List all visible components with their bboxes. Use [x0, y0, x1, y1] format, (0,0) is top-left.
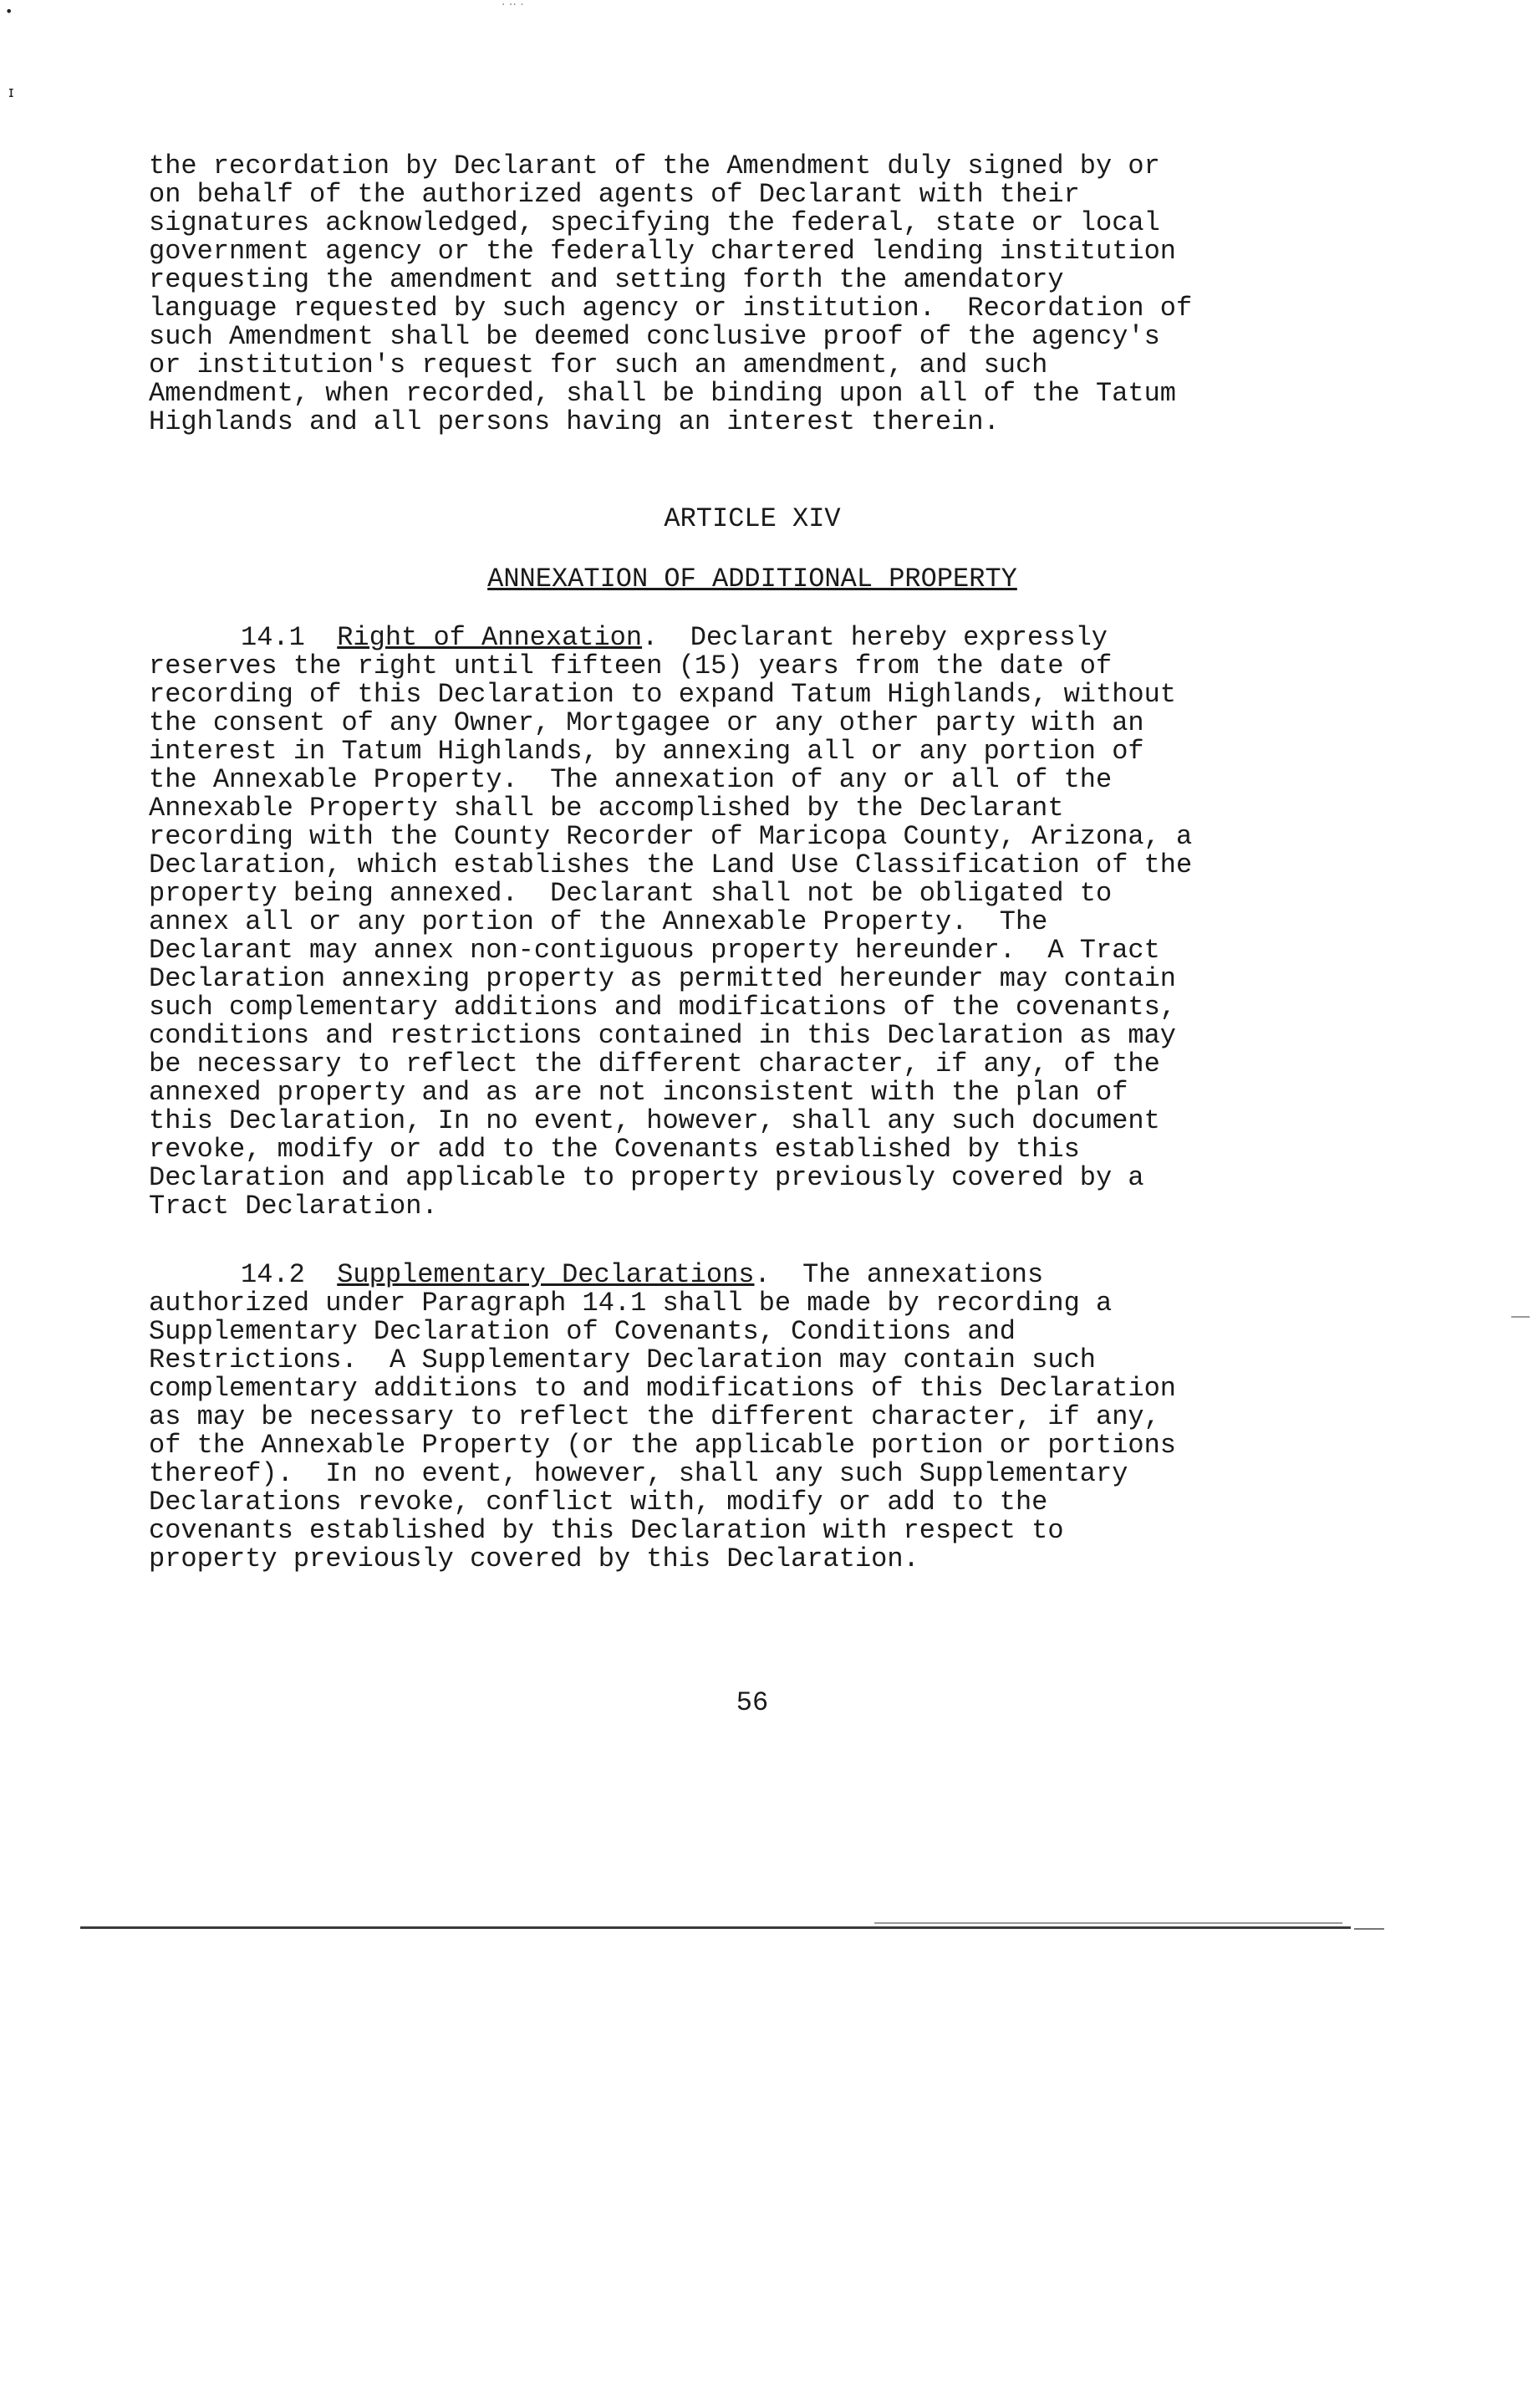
scan-dot-mark: •	[5, 3, 13, 19]
text-line: Annexable Property shall be accomplished by the Declarant	[149, 793, 1064, 824]
text-line: as may be necessary to reflect the different character, if any,	[149, 1401, 1160, 1432]
article-number: ARTICLE XIV	[664, 503, 841, 534]
text-line: property previously covered by this Declaration.	[149, 1543, 919, 1574]
section-first-line-rest: . The annexations	[754, 1259, 1044, 1290]
section-first-line	[149, 624, 1378, 652]
text-line: authorized under Paragraph 14.1 shall be made by recording a	[149, 1288, 1113, 1319]
text-line: property being annexed. Declarant shall not be obligated to	[149, 878, 1113, 909]
section-heading: Right of Annexation	[337, 622, 643, 653]
scan-speck-mark: · ·· ·	[502, 0, 524, 12]
text-line: language requested by such agency or institution. Recordation of	[149, 293, 1193, 324]
text-line: of the Annexable Property (or the applicable portion or portions	[149, 1430, 1176, 1461]
bottom-scan-line-faint	[874, 1922, 1342, 1924]
text-line: revoke, modify or add to the Covenants established by this	[149, 1134, 1080, 1165]
text-line: requesting the amendment and setting forth the amendatory	[149, 264, 1064, 295]
text-line: be necessary to reflect the different character, if any, of the	[149, 1048, 1160, 1079]
right-margin-dash	[1511, 1316, 1530, 1318]
text-line: covenants established by this Declaration with respect to	[149, 1515, 1064, 1546]
text-line: this Declaration, In no event, however, shall any such document	[149, 1105, 1160, 1136]
section-first-line-rest: . Declarant hereby expressly	[642, 622, 1108, 653]
text-line: such Amendment shall be deemed conclusive proof of the agency's	[149, 321, 1160, 352]
text-line: Restrictions. A Supplementary Declaration may contain such	[149, 1344, 1096, 1375]
text-line: Highlands and all persons having an interest therein.	[149, 406, 1000, 437]
bottom-scan-line	[80, 1926, 1351, 1929]
text-line: Declarations revoke, conflict with, modify or add to the	[149, 1487, 1048, 1518]
scan-tick-mark: ɪ	[8, 84, 14, 101]
text-line: Declaration, which establishes the Land Use Classification of the	[149, 849, 1193, 880]
text-line: annex all or any portion of the Annexable Property. The	[149, 906, 1048, 937]
text-line: Supplementary Declaration of Covenants, Conditions and	[149, 1316, 1016, 1347]
section-heading: Supplementary Declarations	[337, 1259, 755, 1290]
page-number: 56	[736, 1687, 769, 1718]
text-line: Amendment, when recorded, shall be binding upon all of the Tatum	[149, 378, 1176, 409]
text-line: or institution's request for such an amendment, and such	[149, 349, 1048, 380]
text-line: reserves the right until fifteen (15) years from the date of	[149, 650, 1113, 681]
text-line: interest in Tatum Highlands, by annexing all or any portion of	[149, 736, 1144, 767]
text-line: conditions and restrictions contained in this Declaration as may	[149, 1020, 1176, 1051]
section-number: 14.1	[241, 622, 305, 653]
section-14-2	[149, 1261, 1378, 1574]
article-title-text: ANNEXATION OF ADDITIONAL PROPERTY	[487, 564, 1017, 594]
text-line: government agency or the federally chartered lending institution	[149, 236, 1176, 267]
text-line: annexed property and as are not inconsistent with the plan of	[149, 1077, 1128, 1108]
text-line: on behalf of the authorized agents of Declarant with their	[149, 179, 1080, 210]
text-line: such complementary additions and modifications of the covenants,	[149, 992, 1176, 1023]
bottom-scan-tail	[1354, 1928, 1384, 1930]
text-line: the recordation by Declarant of the Amendment duly signed by or	[149, 150, 1160, 181]
text-line: Declaration and applicable to property previously covered by a	[149, 1162, 1144, 1193]
text-line: the Annexable Property. The annexation of any or all of the	[149, 764, 1113, 795]
text-line: signatures acknowledged, specifying the federal, state or local	[149, 207, 1160, 238]
text-line: Declaration annexing property as permitted hereunder may contain	[149, 963, 1176, 994]
section-first-line	[149, 1261, 1378, 1289]
article-title	[0, 565, 1505, 594]
section-14-1	[149, 624, 1378, 1221]
text-line: Declarant may annex non-contiguous property hereunder. A Tract	[149, 935, 1160, 966]
text-line: thereof). In no event, however, shall any such Supplementary	[149, 1458, 1128, 1489]
text-line: complementary additions to and modifications of this Declaration	[149, 1373, 1176, 1404]
text-line: the consent of any Owner, Mortgagee or any other party with an	[149, 707, 1144, 738]
section-number: 14.2	[241, 1259, 305, 1290]
paragraph-continuation	[149, 152, 1378, 436]
text-line: Tract Declaration.	[149, 1191, 438, 1222]
text-line: recording with the County Recorder of Maricopa County, Arizona, a	[149, 821, 1193, 852]
text-line: recording of this Declaration to expand Tatum Highlands, without	[149, 679, 1176, 710]
